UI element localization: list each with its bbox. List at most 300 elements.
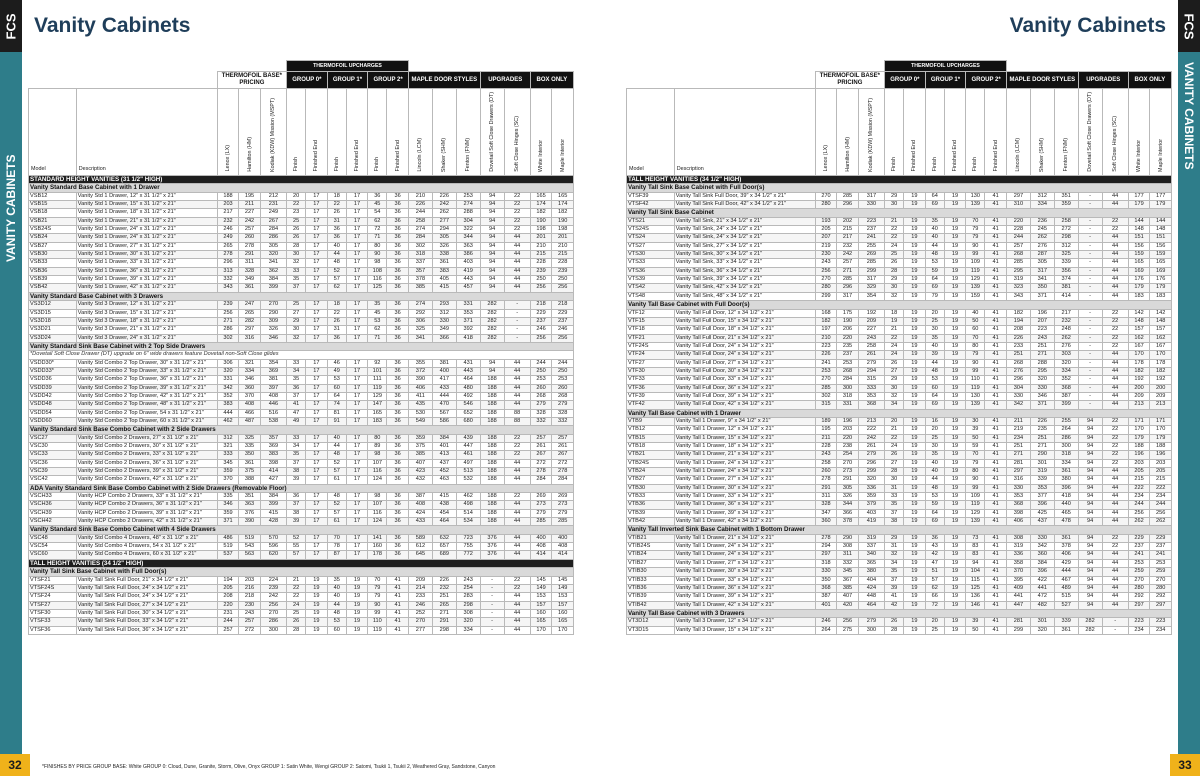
description-cell: Vanity Std 1 Drawer, 24" x 31 1/2" x 21": [76, 226, 217, 234]
table-row: [627, 576, 1172, 584]
section-header: TALL HEIGHT VANITIES (34 1/2" HIGH): [29, 559, 574, 567]
price-cell: 332: [837, 559, 859, 567]
price-cell: 331: [456, 301, 480, 309]
price-cell: 19: [904, 292, 926, 300]
price-cell: 36: [387, 551, 409, 559]
price-cell: 415: [260, 509, 286, 517]
price-cell: 74: [327, 401, 346, 409]
description-cell: Vanity Std Combo 2 Top Drawer, 48" x 31 1/2" x 21": [76, 401, 217, 409]
price-cell: 98: [368, 259, 387, 267]
price-cell: 401: [432, 443, 456, 451]
price-cell: 304: [456, 217, 480, 225]
price-cell: 17: [306, 409, 328, 417]
price-cell: 218: [239, 593, 261, 601]
price-cell: 190: [837, 317, 859, 325]
subsection-header: Vanity Tall Sink Base Cabinet with Full Door(s): [627, 184, 1172, 192]
price-cell: 265: [239, 309, 261, 317]
price-cell: 396: [1054, 484, 1078, 492]
price-cell: 589: [408, 534, 432, 542]
price-cell: 116: [368, 509, 387, 517]
price-cell: 28: [885, 626, 904, 634]
price-cell: -: [1078, 217, 1102, 225]
price-cell: 257: [239, 226, 261, 234]
table-row: [29, 401, 574, 409]
price-cell: 271: [1030, 351, 1054, 359]
price-cell: 284: [837, 376, 859, 384]
price-cell: 229: [1150, 534, 1172, 542]
price-cell: 286: [217, 326, 239, 334]
price-cell: 250: [552, 276, 574, 284]
price-cell: 25: [287, 217, 306, 225]
description-cell: Vanity Tall Full Door, 30" x 34 1/2" x 21": [674, 367, 815, 375]
subsection-header: Vanity Standard Base Cabinet with 1 Drawer: [29, 184, 574, 192]
price-cell: -: [1078, 326, 1102, 334]
price-cell: 165: [368, 409, 387, 417]
price-cell: 755: [456, 543, 480, 551]
price-cell: 169: [1128, 267, 1150, 275]
price-cell: 17: [306, 209, 328, 217]
price-cell: 384: [432, 434, 456, 442]
price-cell: 41: [985, 359, 1007, 367]
price-cell: 17: [346, 217, 368, 225]
price-cell: 237: [858, 226, 884, 234]
price-cell: 53: [368, 317, 387, 325]
price-cell: 516: [260, 409, 286, 417]
price-cell: 299: [1006, 626, 1030, 634]
price-cell: 345: [217, 459, 239, 467]
price-cell: 22: [504, 201, 530, 209]
price-cell: 258: [815, 459, 837, 467]
price-cell: 232: [837, 242, 859, 250]
description-cell: Vanity Std 1 Drawer, 36" x 31 1/2" x 21": [76, 267, 217, 275]
price-cell: 537: [217, 551, 239, 559]
price-cell: 515: [1054, 593, 1078, 601]
price-cell: 31: [885, 484, 904, 492]
price-cell: 25: [885, 251, 904, 259]
price-cell: 220: [1006, 217, 1030, 225]
price-cell: 284: [260, 226, 286, 234]
price-cell: 44: [1102, 509, 1128, 517]
price-cell: 142: [1150, 309, 1172, 317]
price-cell: 228: [815, 443, 837, 451]
price-cell: 44: [504, 534, 530, 542]
price-cell: 19: [944, 334, 966, 342]
price-cell: -: [1078, 259, 1102, 267]
price-cell: 262: [1030, 234, 1054, 242]
price-cell: 36: [387, 468, 409, 476]
model-cell: VTB12: [627, 426, 675, 434]
price-cell: 19: [904, 576, 926, 584]
price-cell: 253: [1150, 559, 1172, 567]
price-cell: 239: [217, 301, 239, 309]
price-cell: 229: [530, 309, 552, 317]
price-cell: 331: [837, 401, 859, 409]
price-cell: 22: [327, 309, 346, 317]
section-note: *Dovetail Soft Close Drawer (DT) upgrade on 6" wide drawers feature Dovetail non-Soft Close glides: [29, 351, 574, 359]
price-cell: 90: [368, 601, 387, 609]
price-cell: 270: [1128, 576, 1150, 584]
price-cell: 452: [432, 468, 456, 476]
price-cell: 281: [1006, 459, 1030, 467]
description-cell: Vanity Tall Sink Full Door, 36" x 34 1/2" x 21": [76, 626, 217, 634]
model-cell: VS3D24: [29, 334, 77, 342]
price-cell: 390: [239, 518, 261, 526]
price-cell: 337: [858, 543, 884, 551]
description-cell: Vanity Tall 1 Drawer, 21" x 34 1/2" x 21": [674, 451, 815, 459]
price-cell: 41: [985, 484, 1007, 492]
price-cell: 22: [327, 201, 346, 209]
price-cell: 17: [306, 234, 328, 242]
price-cell: 272: [530, 459, 552, 467]
price-cell: 41: [985, 217, 1007, 225]
price-cell: 291: [432, 618, 456, 626]
price-cell: 148: [1128, 226, 1150, 234]
price-cell: 151: [1150, 234, 1172, 242]
table-row: [29, 476, 574, 484]
price-cell: 41: [985, 593, 1007, 601]
price-cell: 401: [815, 601, 837, 609]
price-cell: 44: [1102, 242, 1128, 250]
price-cell: 22: [1102, 434, 1128, 442]
price-cell: 94: [1078, 493, 1102, 501]
price-cell: 80: [368, 434, 387, 442]
price-cell: 94: [480, 217, 504, 225]
price-cell: 378: [837, 518, 859, 526]
price-cell: 197: [815, 326, 837, 334]
price-cell: 109: [966, 493, 985, 501]
price-cell: 19: [944, 584, 966, 592]
price-cell: 188: [480, 434, 504, 442]
price-cell: 513: [456, 468, 480, 476]
price-cell: 17: [346, 543, 368, 551]
table-row: [29, 601, 574, 609]
price-cell: 116: [368, 276, 387, 284]
price-cell: 44: [1102, 484, 1128, 492]
price-cell: 19: [904, 226, 926, 234]
price-cell: 210: [815, 334, 837, 342]
price-cell: 349: [432, 326, 456, 334]
price-cell: 31: [327, 326, 346, 334]
description-cell: Vanity HCP Combo 2 Drawers, 39" x 31 1/2" x 21": [76, 509, 217, 517]
price-cell: 19: [904, 618, 926, 626]
price-cell: 192: [1128, 376, 1150, 384]
price-cell: 282: [480, 301, 504, 309]
price-cell: 188: [480, 493, 504, 501]
column-header: Soft Close Hinges (SC): [504, 89, 530, 176]
price-cell: 330: [1006, 484, 1030, 492]
price-cell: 280: [815, 201, 837, 209]
price-cell: 301: [1030, 459, 1054, 467]
price-cell: 246: [217, 226, 239, 234]
price-cell: 387: [1054, 392, 1078, 400]
price-cell: 375: [408, 443, 432, 451]
price-cell: 40: [327, 242, 346, 250]
price-cell: 41: [985, 334, 1007, 342]
price-cell: 41: [985, 551, 1007, 559]
price-cell: 175: [837, 309, 859, 317]
price-cell: 44: [504, 518, 530, 526]
price-cell: 19: [944, 518, 966, 526]
price-cell: 19: [904, 217, 926, 225]
subsection-header: Vanity Tall Inverted Sink Base Cabinet with 1 Bottom Drawer: [627, 526, 1172, 534]
column-header: Finished End: [387, 89, 409, 176]
price-cell: -: [480, 584, 504, 592]
description-cell: Vanity Std 1 Drawer, 42" x 31 1/2" x 21": [76, 284, 217, 292]
price-cell: 30: [287, 326, 306, 334]
price-cell: 171: [1150, 417, 1172, 425]
model-cell: VSB39: [29, 276, 77, 284]
table-row: [29, 242, 574, 250]
subsection-header: ADA Vanity Standard Sink Base Combo Cabinet with 2 Side Drawers (Removable Floor): [29, 484, 574, 492]
price-cell: 17: [306, 451, 328, 459]
model-cell: VSB36: [29, 267, 77, 275]
price-cell: 79: [368, 584, 387, 592]
price-cell: 220: [217, 601, 239, 609]
description-cell: Vanity Std 1 Drawer, 39" x 31 1/2" x 21": [76, 276, 217, 284]
model-cell: VTS24: [627, 234, 675, 242]
price-cell: 312: [1030, 192, 1054, 200]
price-cell: 302: [217, 334, 239, 342]
price-cell: 19: [944, 601, 966, 609]
price-cell: 399: [1054, 401, 1078, 409]
price-cell: 19: [944, 576, 966, 584]
model-cell: VTB39: [627, 509, 675, 517]
model-cell: VTSF33: [29, 618, 77, 626]
model-cell: VTIB27: [627, 559, 675, 567]
price-cell: 211: [239, 201, 261, 209]
model-cell: VTF18: [627, 326, 675, 334]
price-cell: 440: [1054, 501, 1078, 509]
table-row: [627, 359, 1172, 367]
price-cell: 94: [1078, 426, 1102, 434]
price-cell: 72: [925, 601, 944, 609]
price-cell: 48: [327, 493, 346, 501]
price-cell: 196: [1030, 309, 1054, 317]
price-cell: 94: [1078, 501, 1102, 509]
model-cell: VTB30: [627, 484, 675, 492]
price-cell: 308: [456, 609, 480, 617]
description-cell: Vanity Tall 1 Drawer, 12" x 34 1/2" x 21": [674, 426, 815, 434]
price-cell: 254: [837, 451, 859, 459]
price-cell: 179: [1128, 434, 1150, 442]
price-cell: 252: [408, 609, 432, 617]
price-cell: 259: [1150, 568, 1172, 576]
description-cell: Vanity Std 1 Drawer, 12" x 31 1/2" x 21": [76, 192, 217, 200]
price-cell: 19: [904, 259, 926, 267]
price-cell: 44: [1102, 468, 1128, 476]
price-cell: -: [1078, 317, 1102, 325]
price-cell: 188: [480, 518, 504, 526]
price-cell: 276: [1030, 242, 1054, 250]
price-cell: 334: [1054, 459, 1078, 467]
price-cell: 94: [480, 201, 504, 209]
model-cell: VTF24: [627, 351, 675, 359]
model-cell: VTS33: [627, 259, 675, 267]
price-cell: 36: [387, 392, 409, 400]
price-cell: 407: [408, 459, 432, 467]
column-header: Finished End: [904, 89, 926, 176]
price-cell: 19: [944, 443, 966, 451]
price-cell: 70: [368, 576, 387, 584]
price-cell: 19: [944, 534, 966, 542]
model-cell: VTB9: [627, 417, 675, 425]
page-title: Vanity Cabinets: [34, 14, 191, 37]
price-cell: 148: [1150, 317, 1172, 325]
price-cell: 36: [387, 226, 409, 234]
price-cell: 333: [858, 384, 884, 392]
price-cell: 30: [885, 476, 904, 484]
price-cell: 395: [1006, 576, 1030, 584]
column-header: Kodiak (KDW) Mission (MSPT): [260, 89, 286, 176]
description-cell: Vanity Std Combo 2 Top Drawer, 30" x 31 1/2" x 21": [76, 359, 217, 367]
price-cell: 312: [217, 434, 239, 442]
price-cell: 267: [530, 451, 552, 459]
price-cell: 48: [925, 484, 944, 492]
price-cell: 282: [480, 317, 504, 325]
price-cell: 334: [456, 626, 480, 634]
price-cell: 262: [1128, 518, 1150, 526]
price-cell: 351: [239, 493, 261, 501]
price-cell: 44: [504, 509, 530, 517]
price-cell: -: [1078, 384, 1102, 392]
price-cell: 234: [1128, 626, 1150, 634]
price-cell: 210: [530, 242, 552, 250]
price-cell: 19: [944, 309, 966, 317]
price-cell: 94: [480, 359, 504, 367]
price-cell: 317: [858, 276, 884, 284]
table-row: [627, 192, 1172, 200]
model-cell: VSC39: [29, 468, 77, 476]
price-cell: 88: [504, 417, 530, 425]
price-cell: 139: [966, 201, 985, 209]
price-cell: 125: [368, 284, 387, 292]
price-cell: 251: [1006, 443, 1030, 451]
price-cell: 218: [552, 301, 574, 309]
model-cell: VSC60: [29, 551, 77, 559]
price-cell: 207: [1030, 317, 1054, 325]
price-cell: 44: [1102, 376, 1128, 384]
price-cell: 398: [260, 459, 286, 467]
description-cell: Vanity Tall Sink, 36" x 34 1/2" x 21": [674, 267, 815, 275]
price-cell: 406: [1054, 551, 1078, 559]
table-row: [29, 609, 574, 617]
price-cell: 40: [327, 584, 346, 592]
price-cell: 334: [1054, 367, 1078, 375]
price-cell: 279: [858, 618, 884, 626]
price-cell: 130: [966, 392, 985, 400]
price-cell: 46: [327, 359, 346, 367]
price-cell: 492: [456, 392, 480, 400]
price-cell: 177: [1150, 192, 1172, 200]
price-cell: 17: [346, 392, 368, 400]
price-cell: 19: [904, 384, 926, 392]
price-cell: 107: [368, 459, 387, 467]
price-cell: 44: [1102, 284, 1128, 292]
description-cell: Vanity HCP Combo 2 Drawers, 36" x 31 1/2" x 21": [76, 501, 217, 509]
table-row: [29, 626, 574, 634]
model-cell: VSC42: [29, 476, 77, 484]
price-cell: 124: [368, 476, 387, 484]
price-cell: 129: [368, 392, 387, 400]
table-row: [29, 317, 574, 325]
column-header: Maple Interior: [1150, 89, 1172, 176]
price-cell: 145: [530, 576, 552, 584]
description-cell: Vanity Std 1 Drawer, 21" x 31 1/2" x 21": [76, 217, 217, 225]
price-cell: 17: [306, 242, 328, 250]
price-cell: 165: [530, 192, 552, 200]
price-cell: 223: [1150, 618, 1172, 626]
description-cell: Vanity Tall 1 Drawer, 27" x 34 1/2" x 21": [674, 476, 815, 484]
price-cell: 321: [239, 359, 261, 367]
price-cell: 344: [837, 501, 859, 509]
price-cell: 586: [432, 417, 456, 425]
price-cell: 312: [432, 309, 456, 317]
model-cell: VSC33: [29, 451, 77, 459]
price-cell: 224: [260, 576, 286, 584]
price-cell: 119: [368, 384, 387, 392]
price-cell: 44: [504, 618, 530, 626]
price-cell: 424: [408, 509, 432, 517]
price-cell: 48: [925, 251, 944, 259]
price-cell: 312: [1054, 242, 1078, 250]
price-cell: 222: [1128, 484, 1150, 492]
price-cell: 253: [552, 376, 574, 384]
price-cell: 336: [858, 484, 884, 492]
price-cell: 19: [904, 551, 926, 559]
price-cell: -: [1078, 376, 1102, 384]
model-cell: VTB36: [627, 501, 675, 509]
price-cell: 360: [239, 384, 261, 392]
description-cell: Vanity Tall Sink Full Door, 30" x 34 1/2" x 21": [76, 609, 217, 617]
price-cell: 358: [1006, 559, 1030, 567]
table-row: [29, 326, 574, 334]
price-cell: 36: [387, 518, 409, 526]
price-cell: 32: [287, 259, 306, 267]
table-row: [627, 334, 1172, 342]
price-cell: 215: [552, 251, 574, 259]
price-cell: 304: [1006, 384, 1030, 392]
price-cell: 157: [1128, 326, 1150, 334]
price-cell: 17: [346, 359, 368, 367]
model-header: Model: [29, 89, 77, 176]
price-cell: 242: [260, 593, 286, 601]
model-cell: VTF39: [627, 392, 675, 400]
price-cell: 48: [925, 367, 944, 375]
price-cell: 34: [287, 443, 306, 451]
price-cell: 298: [456, 601, 480, 609]
price-cell: 19: [306, 584, 328, 592]
price-cell: 408: [239, 401, 261, 409]
price-cell: 36: [387, 251, 409, 259]
column-header: Dovetail Soft Close Drawers (DT): [480, 89, 504, 176]
price-cell: 372: [408, 367, 432, 375]
price-cell: 205: [217, 584, 239, 592]
table-row: [29, 593, 574, 601]
table-row: [627, 451, 1172, 459]
price-cell: 371: [217, 518, 239, 526]
table-row: [627, 351, 1172, 359]
price-cell: 202: [837, 217, 859, 225]
price-cell: 44: [1102, 568, 1128, 576]
price-cell: 53: [327, 376, 346, 384]
price-cell: 498: [456, 501, 480, 509]
price-cell: 264: [815, 626, 837, 634]
side-label: VANITY CABINETS: [1182, 62, 1196, 170]
price-cell: 438: [432, 501, 456, 509]
price-cell: 403: [456, 259, 480, 267]
price-cell: 313: [217, 267, 239, 275]
price-cell: 17: [306, 192, 328, 200]
